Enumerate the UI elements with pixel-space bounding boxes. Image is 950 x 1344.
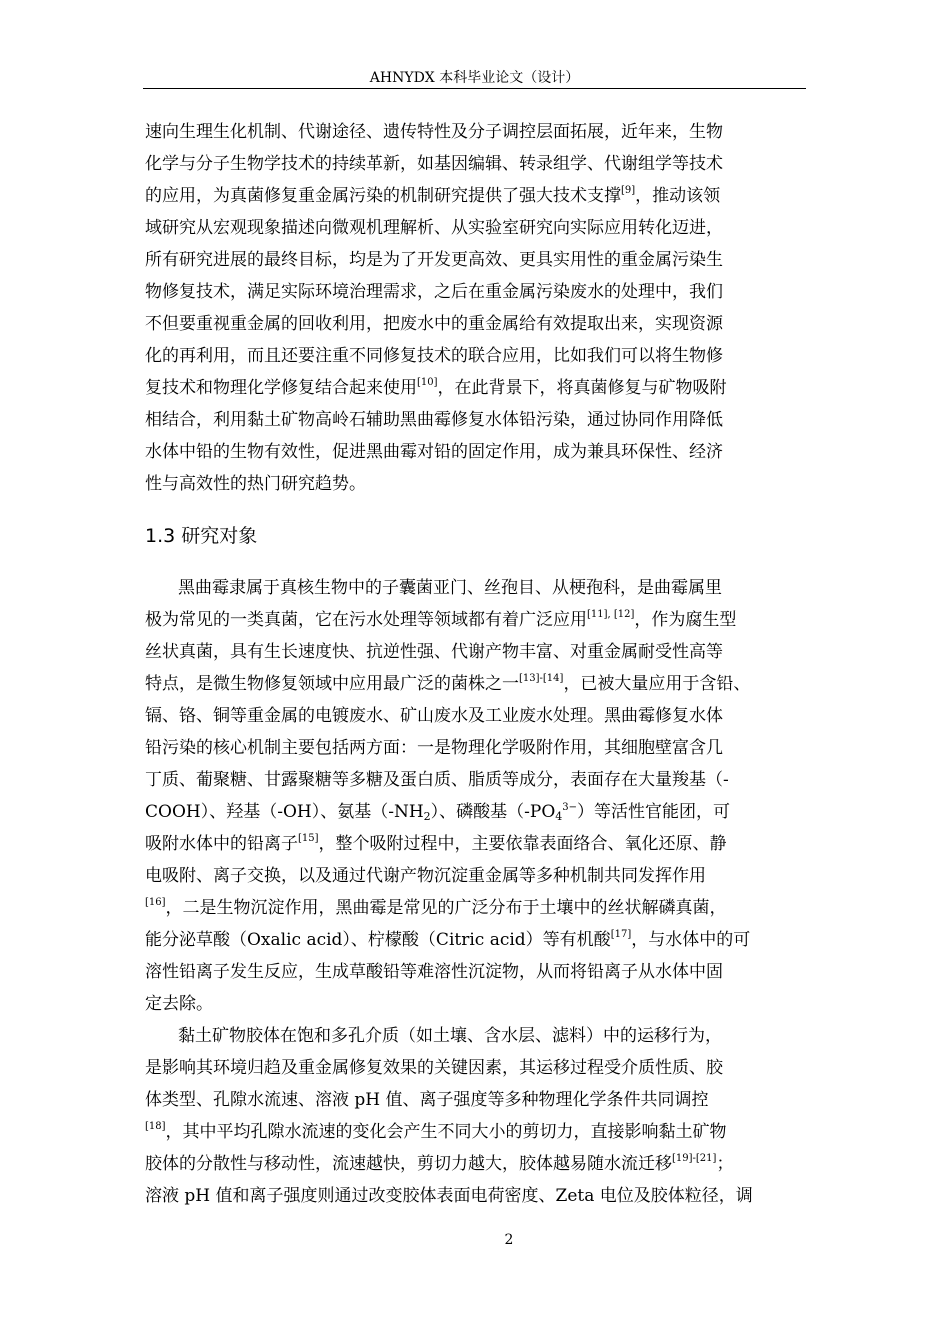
body-line: 速向生理生化机制、代谢途径、遗传特性及分子调控层面拓展，近年来，生物 xyxy=(145,122,723,142)
page-number: 2 xyxy=(504,1232,514,1248)
body-line xyxy=(145,377,815,399)
body-line: 是影响其环境归趋及重金属修复效果的关键因素，其运移过程受介质性质、胶 xyxy=(145,1058,723,1078)
text-run: 特点，是微生物修复领域中应用最广泛的菌株之一 xyxy=(145,674,519,694)
body-line: 丁质、葡聚糖、甘露聚糖等多糖及蛋白质、脂质等成分，表面存在大量羧基（- xyxy=(145,770,729,790)
page-header: AHNYDX 本科毕业论文（设计） xyxy=(369,70,580,86)
body-line: 域研究从宏观现象描述向微观机理解析、从实验室研究向实际应用转化迈进， xyxy=(145,218,723,238)
body-line xyxy=(145,1121,815,1143)
text-run: ）、磷酸基（-PO xyxy=(430,802,556,822)
body-line xyxy=(145,801,815,823)
text-run: ，二是生物沉淀作用，黑曲霉是常见的广泛分布于土壤中的丝状解磷真菌， xyxy=(165,898,727,918)
body-line: 化的再利用，而且还要注重不同修复技术的联合应用，比如我们可以将生物修 xyxy=(145,346,723,366)
citation: [11], [12] xyxy=(587,609,635,620)
body-line xyxy=(145,673,815,695)
citation: [15] xyxy=(298,833,319,844)
citation: [9] xyxy=(621,185,636,196)
body-line: 水体中铅的生物有效性，促进黑曲霉对铅的固定作用，成为兼具环保性、经济 xyxy=(145,442,723,462)
text-run: ，已被大量应用于含铅、 xyxy=(563,674,751,694)
citation: [16] xyxy=(145,897,166,908)
body-line: 定去除。 xyxy=(145,994,213,1014)
text-run: ，整个吸附过程中，主要依靠表面络合、氧化还原、静 xyxy=(318,834,727,854)
body-line: 丝状真菌，具有生长速度快、抗逆性强、代谢产物丰富、对重金属耐受性高等 xyxy=(145,642,723,662)
body-line xyxy=(145,1153,815,1175)
text-run: ，其中平均孔隙水流速的变化会产生不同大小的剪切力，直接影响黏土矿物 xyxy=(165,1122,727,1142)
text-run: ； xyxy=(716,1154,734,1174)
body-line xyxy=(145,833,815,855)
body-line: 所有研究进展的最终目标，均是为了开发更高效、更具实用性的重金属污染生 xyxy=(145,250,723,270)
body-line: 不但要重视重金属的回收利用，把废水中的重金属给有效提取出来，实现资源 xyxy=(145,314,723,334)
citation: [10] xyxy=(417,377,438,388)
body-line xyxy=(145,897,815,919)
text-run: 胶体的分散性与移动性，流速越快，剪切力越大，胶体越易随水流迁移 xyxy=(145,1154,672,1174)
body-line xyxy=(145,609,815,631)
header-rule xyxy=(143,88,806,89)
body-line: 化学与分子生物学技术的持续革新，如基因编辑、转录组学、代谢组学等技术 xyxy=(145,154,723,174)
citation: [18] xyxy=(145,1121,166,1132)
body-line xyxy=(145,185,815,207)
text-run: 能分泌草酸（Oxalic acid）、柠檬酸（Citric acid）等有机酸 xyxy=(145,930,611,950)
body-line: 镉、铬、铜等重金属的电镀废水、矿山废水及工业废水处理。黑曲霉修复水体 xyxy=(145,706,723,726)
text-run: ）等活性官能团，可 xyxy=(577,802,731,822)
text-run: ，在此背景下，将真菌修复与矿物吸附 xyxy=(437,378,727,398)
body-line: 黏土矿物胶体在饱和多孔介质（如土壤、含水层、滤料）中的运移行为， xyxy=(178,1026,722,1046)
text-run: 吸附水体中的铅离子 xyxy=(145,834,298,854)
text-run: ，与水体中的可 xyxy=(631,930,751,950)
body-line: 铅污染的核心机制主要包括两方面：一是物理化学吸附作用，其细胞壁富含几 xyxy=(145,738,723,758)
body-line: 溶性铅离子发生反应，生成草酸铅等难溶性沉淀物，从而将铅离子从水体中固 xyxy=(145,962,723,982)
body-line: 黑曲霉隶属于真核生物中的子囊菌亚门、丝孢目、从梗孢科，是曲霉属里 xyxy=(178,578,722,598)
text-run: 的应用，为真菌修复重金属污染的机制研究提供了强大技术支撑 xyxy=(145,186,621,206)
text-run: 复技术和物理化学修复结合起来使用 xyxy=(145,378,417,398)
text-run: ，推动该领 xyxy=(635,186,721,206)
body-line: 体类型、孔隙水流速、溶液 pH 值、离子强度等多种物理化学条件共同调控 xyxy=(145,1090,709,1110)
body-line: 相结合，利用黏土矿物高岭石辅助黑曲霉修复水体铅污染，通过协同作用降低 xyxy=(145,410,723,430)
text-run: ，作为腐生型 xyxy=(634,610,737,630)
body-line: 性与高效性的热门研究趋势。 xyxy=(145,474,366,494)
text-run: COOH）、羟基（-OH）、氨基（-NH xyxy=(145,802,424,822)
citation: [13]-[14] xyxy=(519,673,564,684)
citation: [19]-[21] xyxy=(672,1153,717,1164)
superscript: 3− xyxy=(562,802,578,813)
subscript: 4 xyxy=(555,810,563,823)
citation: [17] xyxy=(610,929,632,940)
body-line xyxy=(145,929,815,951)
body-line: 物修复技术，满足实际环境治理需求，之后在重金属污染废水的处理中，我们 xyxy=(145,282,723,302)
section-heading: 1.3 研究对象 xyxy=(145,525,258,547)
text-run: 极为常见的一类真菌，它在污水处理等领域都有着广泛应用 xyxy=(145,610,587,630)
body-line: 电吸附、离子交换，以及通过代谢产物沉淀重金属等多种机制共同发挥作用 xyxy=(145,866,706,886)
subscript: 2 xyxy=(423,810,431,823)
body-line: 溶液 pH 值和离子强度则通过改变胶体表面电荷密度、Zeta 电位及胶体粒径，调 xyxy=(145,1186,753,1206)
